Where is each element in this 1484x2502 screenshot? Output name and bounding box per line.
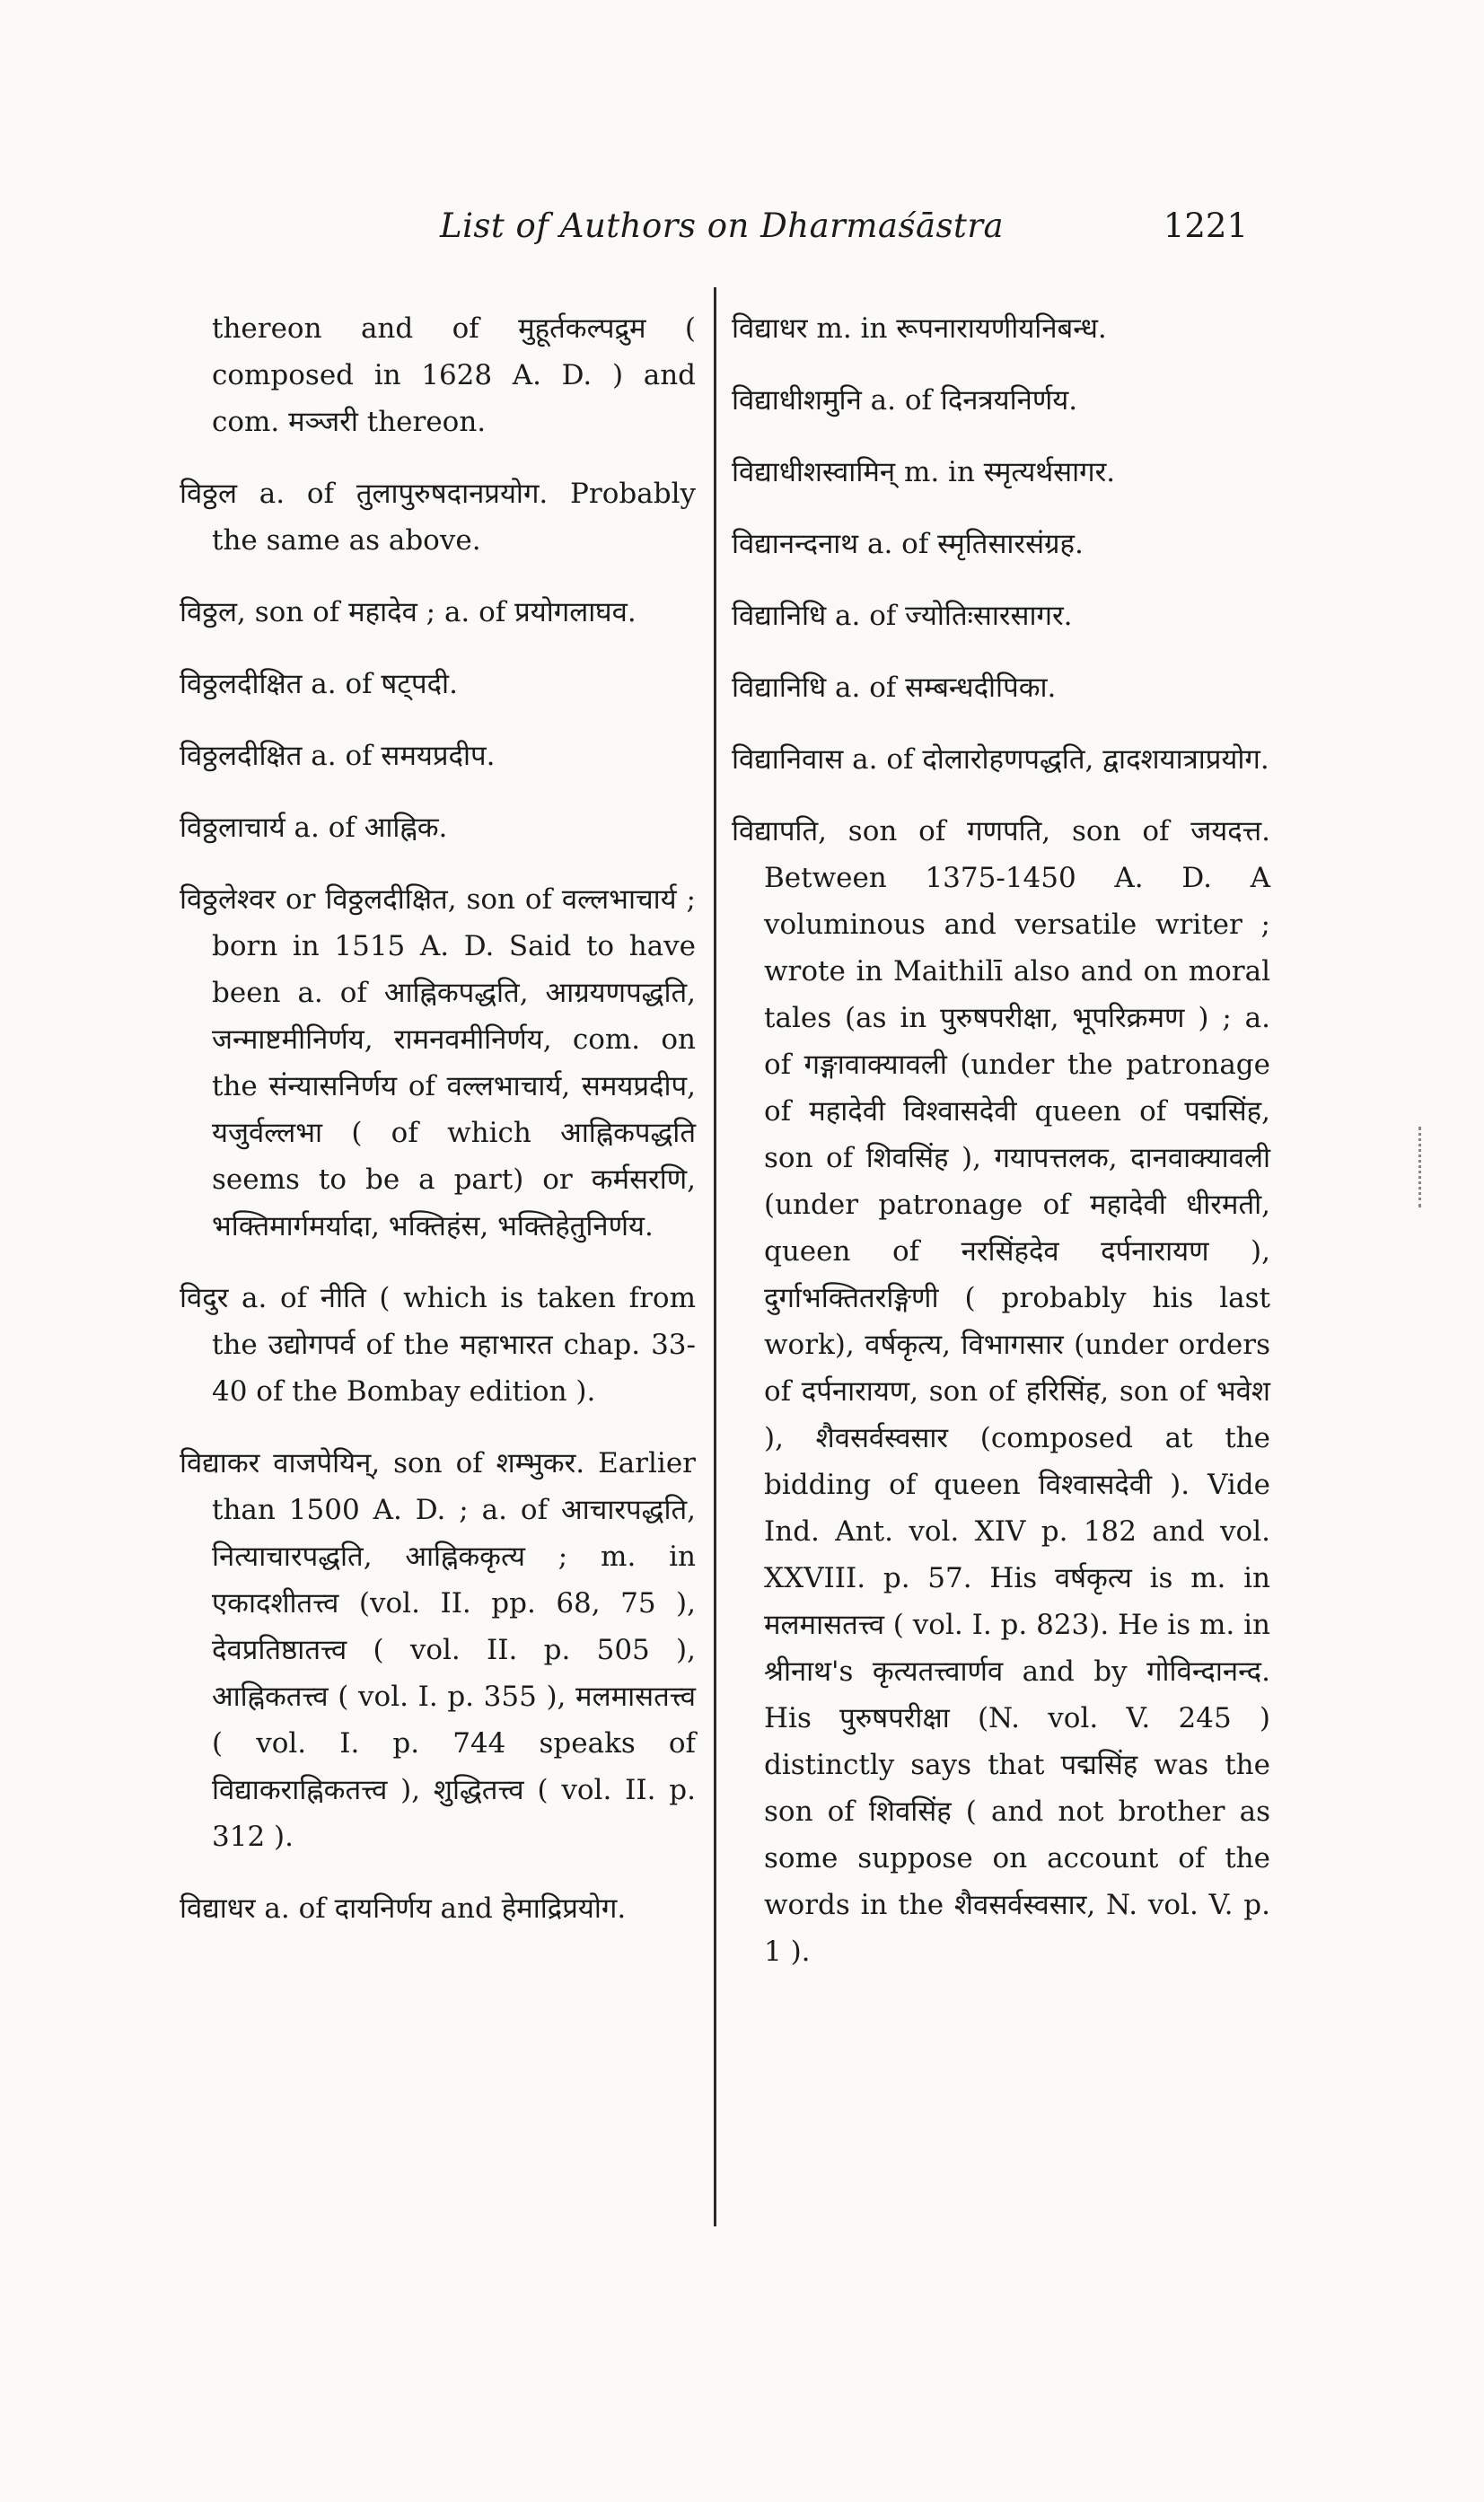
entry: विद्यानन्दनाथ a. of स्मृतिसारसंग्रह. xyxy=(732,528,1084,560)
entry: विदुर a. of नीति ( which is taken from the उद्योगपर्व of the महाभारत chap. 33-40 of the Bombay edition ). xyxy=(180,1282,696,1408)
left-column xyxy=(180,305,696,1957)
entry: विठ्ठलाचार्य a. of आह्निक. xyxy=(180,812,448,844)
entry: विद्यापति, son of गणपति, son of जयदत्त. Between 1375-1450 A. D. A voluminous and versatile writer ; wrote in Maithilī also and on moral tales (as in पुरुषपरीक्षा, भूपरिक्रमण ) ; a. of गङ्गावाक्यावली (under the patronage of महादेवी विश्वासदेवी queen of पद्मसिंह, son of शिवसिंह ), गयापत्तलक, दानवाक्यावली (under patronage of महादेवी धीरमती, queen of नरसिंहदेव दर्पनारायण ), दुर्गाभक्तितरङ्गिणी ( probably his last work), वर्षकृत्य, विभागसार (under orders of दर्पनारायण, son of हरिसिंह, son of भवेश ), शैवसर्वस्वसार (composed at the bidding of queen विश्वासदेवी ). Vide Ind. Ant. vol. XIV p. 182 and vol. XXVIII. p. 57. His वर्षकृत्य is m. in मलमासतत्त्व ( vol. I. p. 823). He is m. in श्रीनाथ's कृत्यतत्त्वार्णव and by गोविन्दानन्द. His पुरुषपरीक्षा (N. vol. V. 245 ) distinctly says that पद्मसिंह was the son of शिवसिंह ( and not brother as some suppose on account of the words in the शैवसर्वस्वसार, N. vol. V. p. 1 ). xyxy=(732,815,1270,1968)
page-header xyxy=(440,206,1248,260)
page-number: 1221 xyxy=(1163,206,1248,245)
entry: विद्यानिवास a. of दोलारोहणपद्धति, द्वादशयात्राप्रयोग. xyxy=(732,743,1269,776)
entry: विठ्ठलदीक्षित a. of समयप्रदीप. xyxy=(180,740,496,772)
running-title: List of Authors on Dharmaśāstra xyxy=(440,206,1005,245)
entry: विद्याधीशमुनि a. of दिनत्रयनिर्णय. xyxy=(732,384,1078,417)
entry: विद्याधर m. in रूपनारायणीयनिबन्ध. xyxy=(732,312,1107,345)
entry: thereon and of मुहूर्तकल्पद्रुम ( composed in 1628 A. D. ) and com. मञ्जरी thereon. xyxy=(212,312,696,438)
right-column xyxy=(732,305,1270,2000)
entry: विद्यानिधि a. of ज्योतिःसारसागर. xyxy=(732,600,1073,632)
margin-mark xyxy=(1418,1127,1425,1207)
column-divider xyxy=(714,287,716,2226)
entry: विठ्ठलदीक्षित a. of षट्पदी. xyxy=(180,668,458,700)
entry: विठ्ठल, son of महादेव ; a. of प्रयोगलाघव. xyxy=(180,596,637,628)
entry: विद्यानिधि a. of सम्बन्धदीपिका. xyxy=(732,672,1057,704)
entry: विद्याधीशस्वामिन् m. in स्मृत्यर्थसागर. xyxy=(732,456,1116,488)
entry: विद्याकर वाजपेयिन्, son of शम्भुकर. Earlier than 1500 A. D. ; a. of आचारपद्धति, नित्याचारपद्धति, आह्निककृत्य ; m. in एकादशीतत्त्व (vol. II. pp. 68, 75 ), देवप्रतिष्ठातत्त्व ( vol. II. p. 505 ), आह्निकतत्त्व ( vol. I. p. 355 ), मलमासतत्त्व ( vol. I. p. 744 speaks of विद्याकराह्निकतत्त्व ), शुद्धितत्त्व ( vol. II. p. 312 ). xyxy=(180,1447,696,1853)
entry: विठ्ठल a. of तुलापुरुषदानप्रयोग. Probably the same as above. xyxy=(180,478,696,557)
entry: विद्याधर a. of दायनिर्णय and हेमाद्रिप्रयोग. xyxy=(180,1892,627,1925)
entry: विठ्ठलेश्वर or विठ्ठलदीक्षित, son of वल्लभाचार्य ; born in 1515 A. D. Said to have been a. of आह्निकपद्धति, आग्रयणपद्धति, जन्माष्टमीनिर्णय, रामनवमीनिर्णय, com. on the संन्यासनिर्णय of वल्लभाचार्य, समयप्रदीप, यजुर्वल्लभा ( of which आह्निकपद्धति seems to be a part) or कर्मसरणि, भक्तिमार्गमर्यादा, भक्तिहंस, भक्तिहेतुनिर्णय. xyxy=(180,883,696,1242)
